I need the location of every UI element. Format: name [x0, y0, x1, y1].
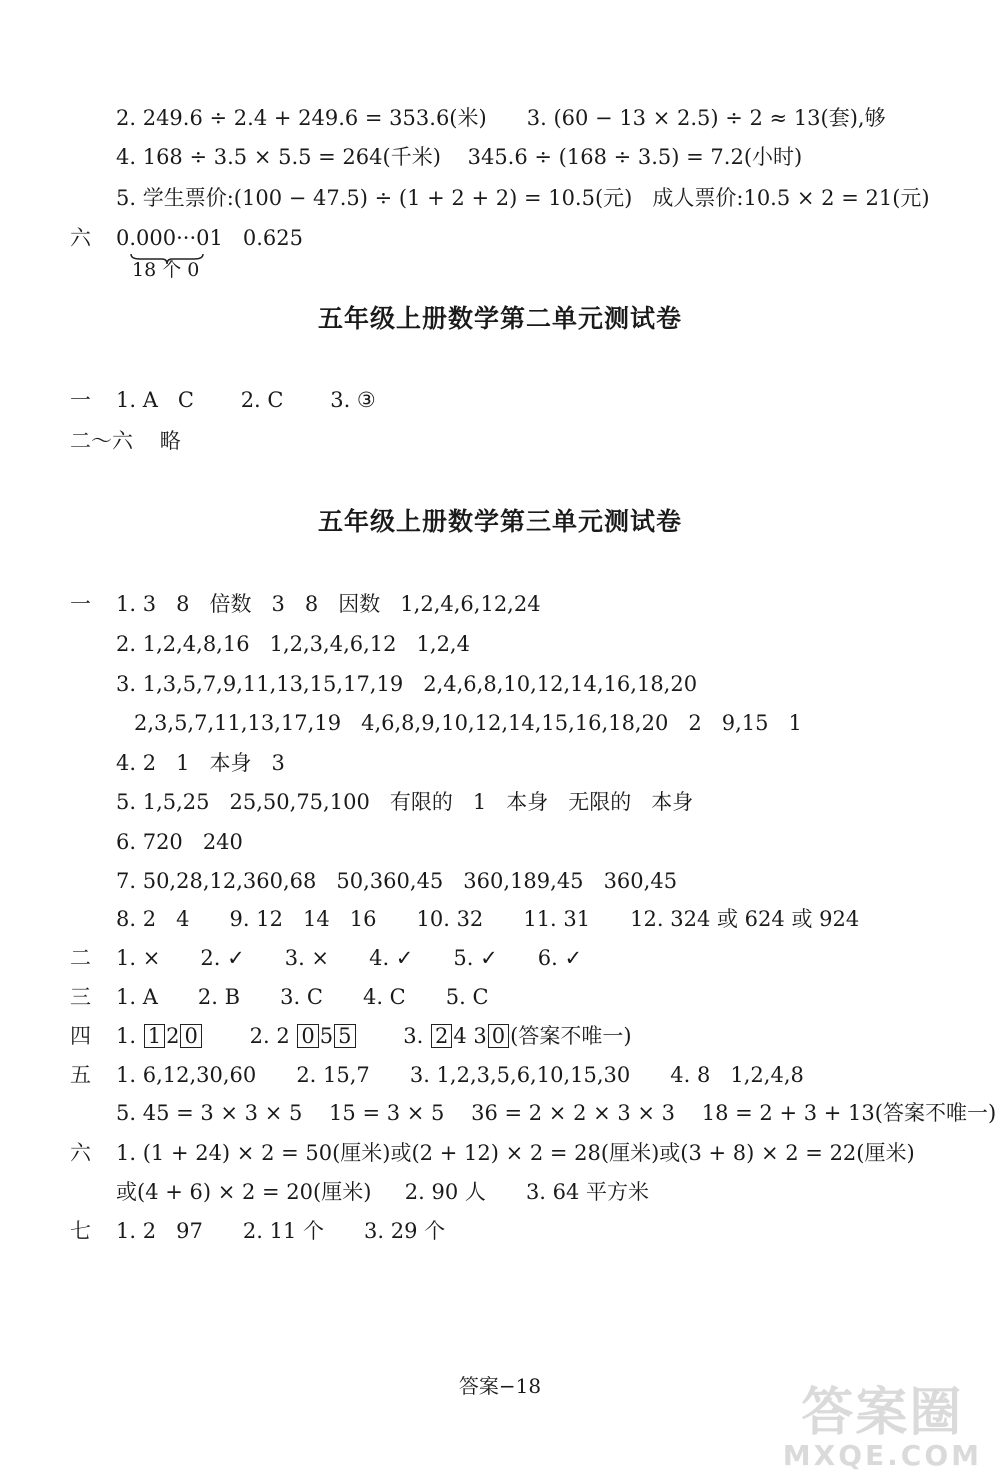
digit: 2 [276, 1024, 290, 1048]
answer-line: 或(4 + 6) × 2 = 20(厘米) 2. 90 人 3. 64 平方米 [116, 1180, 650, 1204]
watermark-url: MXQE.COM [782, 1439, 982, 1472]
answer-line: 1. × 2. ✓ 3. × 4. ✓ 5. ✓ 6. ✓ [116, 946, 583, 970]
answer-line: 6. 720 240 [116, 830, 243, 854]
page-number: 答案−18 [458, 1374, 542, 1398]
answer-line: 0.000···01 0.625 [116, 226, 304, 250]
section-label: 六 [70, 1141, 91, 1165]
digit: 2 [166, 1024, 180, 1048]
question-number: 2. [249, 1024, 270, 1048]
answer-line: 4. 2 1 本身 3 [116, 751, 285, 775]
brace-note: 18 个 0 [132, 259, 200, 281]
answer-line: 8. 2 4 9. 12 14 16 10. 32 11. 31 12. 324 或 624 或 924 [116, 907, 860, 931]
digit-box: 5 [334, 1024, 355, 1048]
digit-box: 0 [297, 1024, 318, 1048]
answer-line: 1. (1 + 24) × 2 = 50(厘米)或(2 + 12) × 2 = 28(厘米)或(3 + 8) × 2 = 22(厘米) [116, 1141, 915, 1165]
answer-line: 1. A 2. B 3. C 4. C 5. C [116, 985, 489, 1009]
answer-line: 7. 50,28,12,360,68 50,360,45 360,189,45 360,45 [116, 869, 678, 893]
watermark-text: 答案圈 [801, 1383, 964, 1443]
digit-box: 2 [431, 1024, 452, 1048]
answer-line: 5. 45 = 3 × 3 × 5 15 = 3 × 5 36 = 2 × 2 × 3 × 3 18 = 2 + 3 + 13(答案不唯一) [116, 1101, 997, 1125]
digit-box: 0 [180, 1024, 201, 1048]
section-label: 一 [70, 388, 91, 412]
digit-box: 0 [488, 1024, 509, 1048]
section-label: 三 [70, 985, 91, 1009]
answer-line: 1. 6,12,30,60 2. 15,7 3. 1,2,3,5,6,10,15,30 4. 8 1,2,4,8 [116, 1063, 804, 1087]
digit-box: 1 [144, 1024, 165, 1048]
digit: 3 [473, 1024, 487, 1048]
answer-line: 1. A C 2. C 3. ③ [116, 388, 376, 412]
answer-line: 1. 2 97 2. 11 个 3. 29 个 [116, 1219, 446, 1243]
answer-line: 2,3,5,7,11,13,17,19 4,6,8,9,10,12,14,15,16,18,20 2 9,15 1 [134, 711, 802, 735]
section-title: 五年级上册数学第三单元测试卷 [317, 507, 682, 536]
answer-line: 二～六 略 [70, 429, 181, 453]
digit-box-answers [116, 1022, 632, 1050]
section-label: 四 [70, 1024, 91, 1048]
question-number: 3. [403, 1024, 424, 1048]
section-label: 二 [70, 946, 91, 970]
answer-line: 5. 学生票价:(100 − 47.5) ÷ (1 + 2 + 2) = 10.5(元) 成人票价:10.5 × 2 = 21(元) [116, 186, 930, 210]
section-label: 五 [70, 1063, 91, 1087]
answer-line: 5. 1,5,25 25,50,75,100 有限的 1 本身 无限的 本身 [116, 790, 694, 814]
watermark-logo [783, 1385, 982, 1471]
answer-line: 2. 1,2,4,8,16 1,2,3,4,6,12 1,2,4 [116, 632, 470, 656]
answer-line: 4. 168 ÷ 3.5 × 5.5 = 264(千米) 345.6 ÷ (168 ÷ 3.5) = 7.2(小时) [116, 145, 803, 169]
answer-line: 2. 249.6 ÷ 2.4 + 249.6 = 353.6(米) 3. (60 − 13 × 2.5) ÷ 2 ≈ 13(套),够 [116, 106, 886, 130]
section-label: 一 [70, 592, 91, 616]
answer-line: 3. 1,3,5,7,9,11,13,15,17,19 2,4,6,8,10,12,14,16,18,20 [116, 672, 698, 696]
question-number: 1. [116, 1024, 137, 1048]
digit: 5 [319, 1024, 334, 1048]
note: (答案不唯一) [510, 1024, 632, 1048]
digit: 4 [453, 1024, 467, 1048]
answer-line: 1. 3 8 倍数 3 8 因数 1,2,4,6,12,24 [116, 592, 541, 616]
section-label: 六 [70, 226, 91, 250]
section-title: 五年级上册数学第二单元测试卷 [317, 304, 682, 333]
section-label: 七 [70, 1219, 91, 1243]
